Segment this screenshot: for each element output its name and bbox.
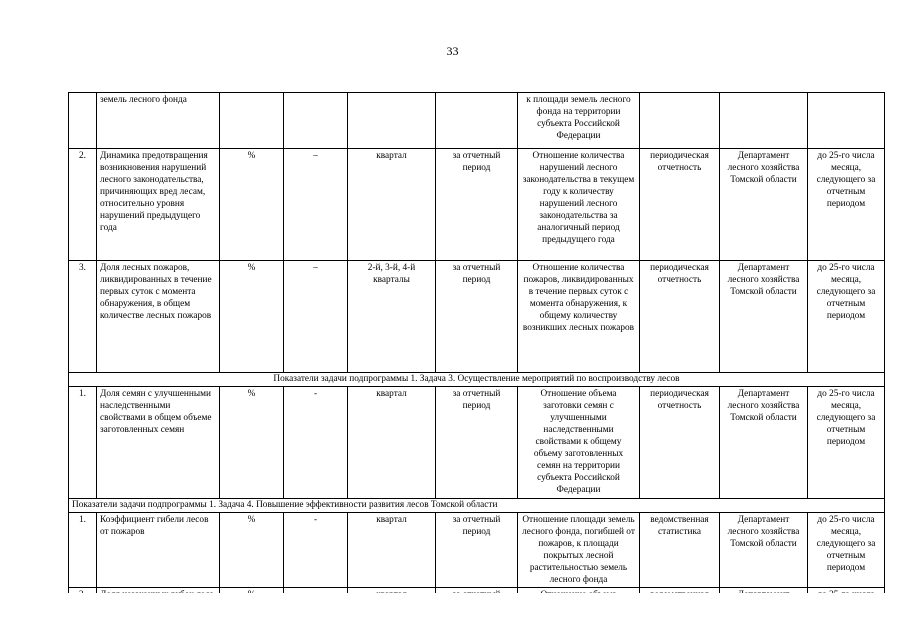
row-number-cell: 2. (69, 149, 97, 261)
calculation-method-cell: Отношение количества нарушений лесного законодательства в текущем году к количеству нарушений лесного законодательства за аналогичный период предыдущего года (518, 149, 640, 261)
time-characteristic-cell: за отчетный период (436, 513, 518, 588)
unit-cell: % (220, 261, 284, 373)
table-row (69, 387, 885, 499)
deadline-cell: до 25-го числа месяца, следующего за отчетным периодом (808, 513, 885, 588)
indicators-table (68, 92, 885, 628)
deadline-cell (808, 93, 885, 149)
row-number-cell: 3. (69, 261, 97, 373)
periodicity-cell: квартал (348, 387, 436, 499)
indicator-name-cell: Динамика предотвращения возникновения нарушений лесного законодательства, причиняющих вред лесам, относительно уровня нарушений предыдущего года (97, 149, 220, 261)
responsible-cell: Департамент лесного хозяйства Томской области (720, 149, 808, 261)
periodicity-cell: 2-й, 3-й, 4-й кварталы (348, 261, 436, 373)
time-characteristic-cell (436, 93, 518, 149)
table-row (69, 93, 885, 149)
data-source-cell: периодическая отчетность (640, 149, 720, 261)
page-number: 33 (446, 44, 459, 58)
calculation-method-cell: к площади земель лесного фонда на территории субъекта Российской Федерации (518, 93, 640, 149)
data-source-cell: периодическая отчетность (640, 387, 720, 499)
periodicity-cell: квартал (348, 513, 436, 588)
time-characteristic-cell: за отчетный период (436, 149, 518, 261)
indicator-name-cell: Доля лесных пожаров, ликвидированных в течение первых суток с момента обнаружения, в общем количестве лесных пожаров (97, 261, 220, 373)
calculation-method-cell: Отношение объема заготовки семян с улучшенными наследственными свойствами к общему объему заготовленных семян на территории субъекта Российской Федерации (518, 387, 640, 499)
deadline-cell: до 25-го числа месяца, следующего за отчетным периодом (808, 261, 885, 373)
table-row (69, 149, 885, 261)
section-title: Показатели задачи подпрограммы 1. Задача 4. Повышение эффективности развития лесов Томской области (69, 499, 885, 513)
deadline-cell: до 25-го числа месяца, следующего за отчетным периодом (808, 387, 885, 499)
data-source-cell (640, 93, 720, 149)
responsible-cell: Департамент лесного хозяйства Томской области (720, 261, 808, 373)
basic-value-cell (284, 93, 348, 149)
unit-cell: % (220, 387, 284, 499)
basic-value-cell: - (284, 387, 348, 499)
data-source-cell: ведомственная статистика (640, 513, 720, 588)
periodicity-cell (348, 93, 436, 149)
data-source-cell: периодическая отчетность (640, 261, 720, 373)
section-row (69, 373, 885, 387)
calculation-method-cell: Отношение площади земель лесного фонда, погибшей от пожаров, к площади покрытых лесной растительностью земель лесного фонда (518, 513, 640, 588)
periodicity-cell: квартал (348, 149, 436, 261)
section-title: Показатели задачи подпрограммы 1. Задача 3. Осуществление мероприятий по воспроизводству лесов (69, 373, 885, 387)
time-characteristic-cell: за отчетный период (436, 261, 518, 373)
indicator-name-cell: земель лесного фонда (97, 93, 220, 149)
indicator-name-cell: Коэффициент гибели лесов от пожаров (97, 513, 220, 588)
time-characteristic-cell: за отчетный период (436, 387, 518, 499)
table-row (69, 261, 885, 373)
basic-value-cell: – (284, 149, 348, 261)
table-body (69, 93, 885, 628)
indicator-name-cell: Доля семян с улучшенными наследственными свойствами в общем объеме заготовленных семян (97, 387, 220, 499)
row-number-cell (69, 93, 97, 149)
row-number-cell: 1. (69, 387, 97, 499)
responsible-cell (720, 93, 808, 149)
deadline-cell: до 25-го числа месяца, следующего за отчетным периодом (808, 149, 885, 261)
responsible-cell: Департамент лесного хозяйства Томской области (720, 387, 808, 499)
unit-cell: % (220, 149, 284, 261)
section-row (69, 499, 885, 513)
table-row (69, 513, 885, 588)
page-clip (0, 593, 905, 640)
row-number-cell: 1. (69, 513, 97, 588)
basic-value-cell: - (284, 513, 348, 588)
calculation-method-cell: Отношение количества пожаров, ликвидированных в течение первых суток с момента обнаружения, к общему количеству возникших лесных пожаров (518, 261, 640, 373)
unit-cell (220, 93, 284, 149)
responsible-cell: Департамент лесного хозяйства Томской области (720, 513, 808, 588)
basic-value-cell: – (284, 261, 348, 373)
unit-cell: % (220, 513, 284, 588)
